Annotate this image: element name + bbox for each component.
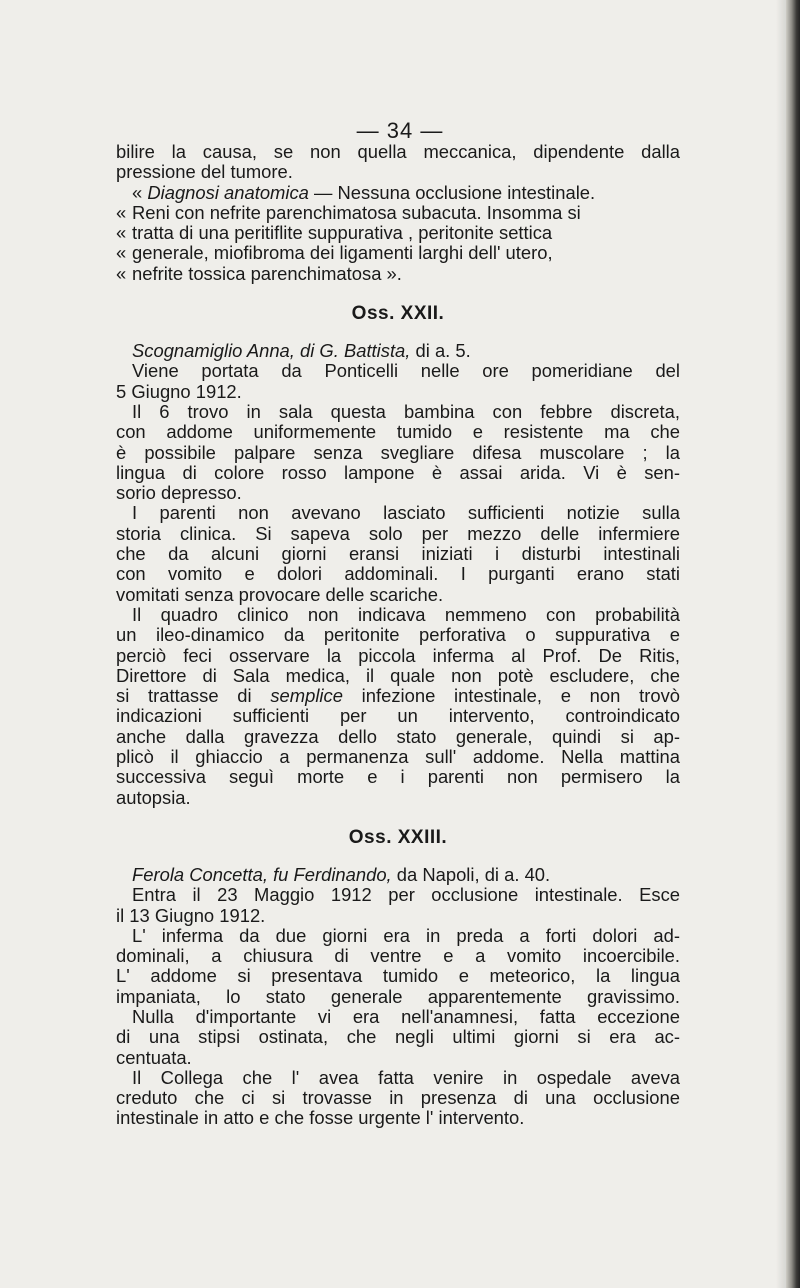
text-line: lingua di colore rosso lampone è assai arida. Vi è sen- <box>116 461 680 483</box>
text-line: L' inferma da due giorni era in preda a forti dolori ad- <box>132 924 680 946</box>
text-line: Il quadro clinico non indicava nemmeno con probabilità <box>132 603 680 625</box>
text-line: bilire la causa, se non quella meccanica, dipendente dalla <box>116 141 680 162</box>
text-line: centuata. <box>116 1046 192 1068</box>
quote-text: nefrite tossica parenchimatosa ». <box>132 262 402 284</box>
text-line: impaniata, lo stato generale apparentemente gravissimo. <box>116 985 680 1007</box>
text-fragment: infezione intestinale, e non trovò <box>342 685 680 707</box>
quote-mark: « <box>116 201 127 223</box>
text-line: intestinale in atto e che fosse urgente l' intervento. <box>116 1107 525 1129</box>
text-line: Direttore di Sala medica, il quale non potè escludere, che <box>116 664 680 686</box>
quote-line <box>116 243 680 263</box>
text-line: Nulla d'importante vi era nell'anamnesi, fatta eccezione <box>132 1005 680 1027</box>
text-line: successiva seguì morte e i parenti non permisero la <box>116 766 680 788</box>
text-line: di una stipsi ostinata, che negli ultimi giorni si era ac- <box>116 1026 680 1048</box>
quote-mark: « <box>116 262 127 284</box>
text-line: autopsia. <box>116 786 191 808</box>
quote-mark: « <box>132 181 143 203</box>
text-line: pressione del tumore. <box>116 161 293 183</box>
text-line: indicazioni sufficienti per un intervento, controindicato <box>116 705 680 727</box>
text-line: con addome uniformemente tumido e resistente ma che <box>116 421 680 443</box>
text-line: Il Collega che l' avea fatta venire in ospedale aveva <box>132 1066 680 1088</box>
quote-line <box>116 203 680 223</box>
case-heading-22: Oss. XXII. <box>351 303 445 325</box>
diagnosis-text: — Nessuna occlusione intestinale. <box>308 181 596 203</box>
text-line: 5 Giugno 1912. <box>116 380 242 402</box>
patient-name: Scognamiglio Anna, di G. Battista, <box>132 340 411 362</box>
text-line: vomitati senza provocare delle scariche. <box>116 583 444 605</box>
quote-line <box>116 264 680 284</box>
text-line: Entra il 23 Maggio 1912 per occlusione intestinale. Esce <box>132 884 680 906</box>
emphasis-word: semplice <box>270 685 343 707</box>
patient-name: Ferola Concetta, fu Ferdinando, <box>132 863 392 885</box>
text-line: anche dalla gravezza dello stato generale, quindi si ap- <box>116 725 680 747</box>
quote-text: generale, miofibroma dei ligamenti larghi dell' utero, <box>132 242 553 264</box>
text-line <box>116 686 680 706</box>
text-line: plicò il ghiaccio a permanenza sull' addome. Nella mattina <box>116 746 680 768</box>
quote-line <box>116 183 680 203</box>
quote-mark: « <box>116 222 127 244</box>
text-line: è possibile palpare senza svegliare difesa muscolare ; la <box>116 441 680 463</box>
text-line: Viene portata da Ponticelli nelle ore pomeridiane del <box>132 360 680 382</box>
body-text <box>116 142 680 1129</box>
patient-line <box>116 341 680 361</box>
book-edge <box>786 0 800 1288</box>
page-edge-shadow <box>776 0 786 1288</box>
text-fragment: si trattasse di <box>116 685 271 707</box>
text-line: creduto che ci si trovasse in presenza di una occlusione <box>116 1087 680 1109</box>
diagnosis-title: Diagnosi anatomica <box>147 181 309 203</box>
text-line: Il 6 trovo in sala questa bambina con febbre discreta, <box>132 400 680 422</box>
text-line: che da alcuni giorni eransi iniziati i disturbi intestinali <box>116 543 680 565</box>
case-heading-23: Oss. XXIII. <box>348 826 448 848</box>
text-line: un ileo-dinamico da peritonite perforativa o suppurativa e <box>116 624 680 646</box>
text-line: sorio depresso. <box>116 482 242 504</box>
patient-line <box>116 865 680 885</box>
page-number: — 34 — <box>356 118 444 143</box>
text-line: perciò feci osservare la piccola inferma al Prof. De Ritis, <box>116 644 680 666</box>
text-line: il 13 Giugno 1912. <box>116 904 266 926</box>
text-line: storia clinica. Si sapeva solo per mezzo delle infermiere <box>116 522 680 544</box>
patient-origin-age: da Napoli, di a. 40. <box>391 863 551 885</box>
text-line: I parenti non avevano lasciato sufficienti notizie sulla <box>132 502 680 524</box>
quote-line <box>116 223 680 243</box>
text-line: dominali, a chiusura di ventre e a vomito incoercibile. <box>116 945 680 967</box>
patient-age: di a. 5. <box>410 340 471 362</box>
quote-mark: « <box>116 242 127 264</box>
quote-text: tratta di una peritiflite suppurativa , peritonite settica <box>132 222 553 244</box>
text-line: con vomito e dolori addominali. I purganti erano stati <box>116 563 680 585</box>
quote-text: Reni con nefrite parenchimatosa subacuta. Insomma si <box>132 201 581 223</box>
text-line: L' addome si presentava tumido e meteorico, la lingua <box>116 965 680 987</box>
